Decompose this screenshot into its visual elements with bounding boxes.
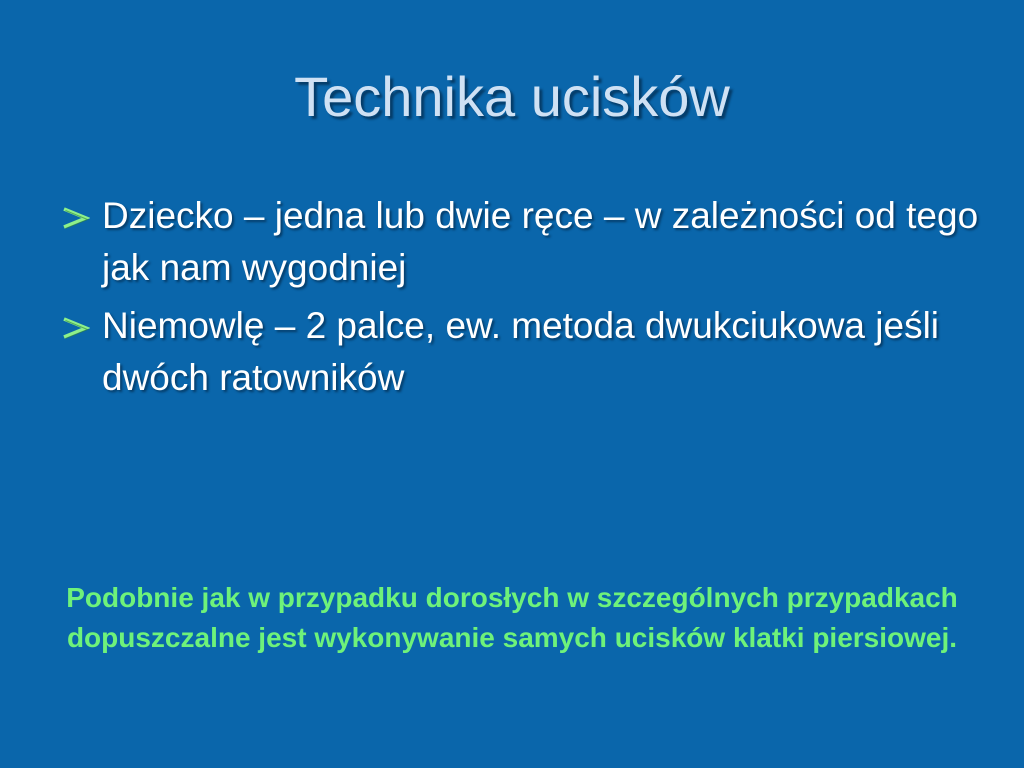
- bullet-item: [60, 190, 980, 294]
- bullet-item: [60, 300, 980, 404]
- chevron-right-icon: [60, 317, 90, 339]
- bullet-text: Dziecko – jedna lub dwie ręce – w zależności od tego jak nam wygodniej: [102, 195, 979, 288]
- slide-title: Technika ucisków: [294, 65, 730, 128]
- bullet-list: [60, 190, 980, 410]
- footnote-text: Podobnie jak w przypadku dorosłych w szczególnych przypadkach dopuszczalne jest wykonywanie samych ucisków klatki piersiowej.: [66, 582, 958, 653]
- chevron-right-icon: [60, 207, 90, 229]
- bullet-text: Niemowlę – 2 palce, ew. metoda dwukciukowa jeśli dwóch ratowników: [102, 305, 940, 398]
